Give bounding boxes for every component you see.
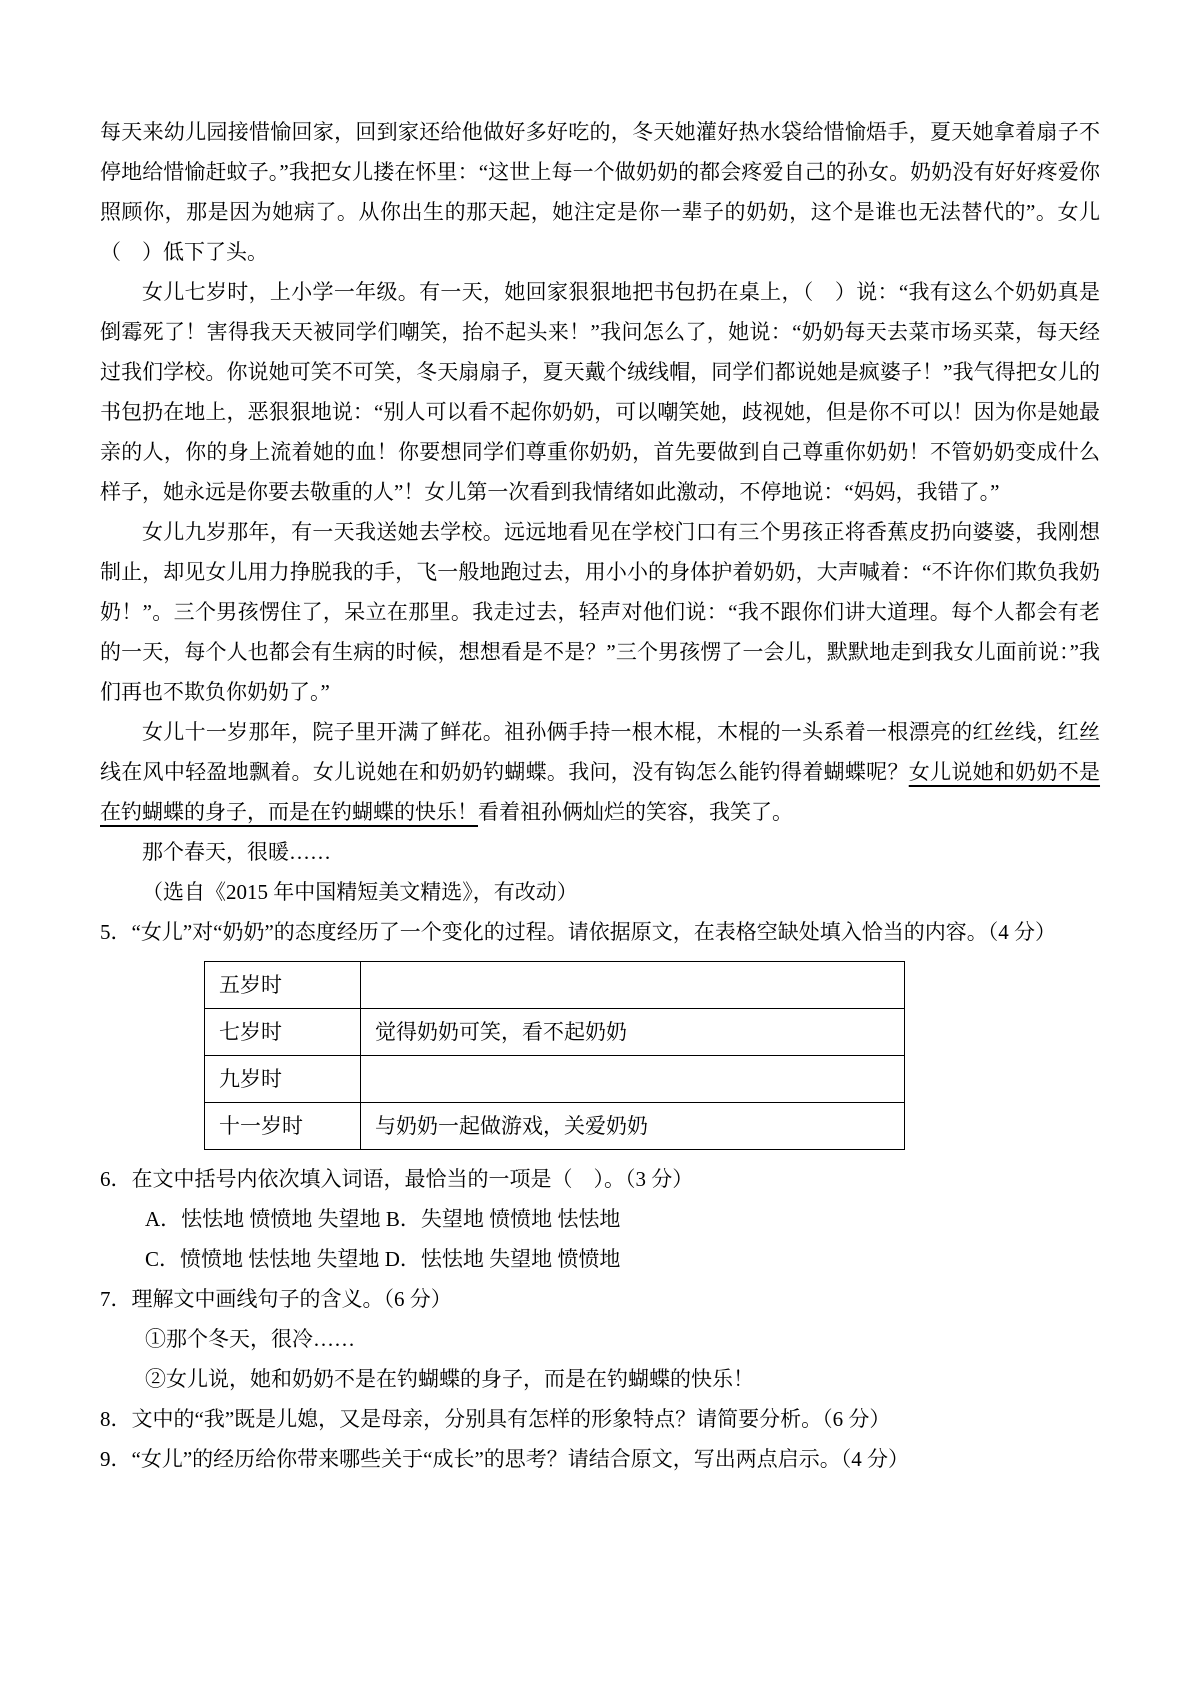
question-7: 7．理解文中画线句子的含义。（6 分）	[100, 1287, 452, 1311]
question-8: 8．文中的“我”既是儿媳，又是母亲，分别具有怎样的形象特点？请简要分析。（6 分）	[100, 1407, 891, 1431]
table-row	[205, 1056, 905, 1103]
attitude-table	[204, 961, 905, 1150]
paragraph-4-underlined-sentence: 女儿说她和奶奶不是在钓蝴蝶的身子，而是在钓蝴蝶的快乐！	[100, 760, 1101, 824]
reading-passage	[100, 112, 1100, 912]
table-cell-period: 十一岁时	[205, 1103, 361, 1150]
table-cell-period: 五岁时	[205, 962, 361, 1009]
question-7-item-2: ②女儿说，她和奶奶不是在钓蝴蝶的身子，而是在钓蝴蝶的快乐！	[145, 1367, 754, 1391]
table-row	[205, 1009, 905, 1056]
question-section	[100, 912, 1100, 1479]
passage-paragraph-5: 那个春天，很暖……	[142, 840, 331, 864]
question-5: 5．“女儿”对“奶奶”的态度经历了一个变化的过程。请依据原文，在表格空缺处填入恰当的内容。（4 分）	[100, 920, 1057, 944]
paragraph-4-text-before: 女儿十一岁那年，院子里开满了鲜花。祖孙俩手持一根木棍，木棍的一头系着一根漂亮的红丝线，红丝线在风中轻盈地飘着。女儿说她在和奶奶钓蝴蝶。我问，没有钩怎么能钓得着蝴蝶呢？	[100, 720, 1100, 784]
table-cell-period: 九岁时	[205, 1056, 361, 1103]
question-9: 9．“女儿”的经历给你带来哪些关于“成长”的思考？请结合原文，写出两点启示。（4 分）	[100, 1447, 910, 1471]
question-6-options-ab: A．怯怯地 愤愤地 失望地 B．失望地 愤愤地 怯怯地	[145, 1207, 621, 1231]
table-cell-attitude	[361, 962, 905, 1009]
passage-paragraph-4	[100, 712, 1100, 832]
passage-paragraph-1: 每天来幼儿园接惜愉回家，回到家还给他做好多好吃的，冬天她灌好热水袋给惜愉焐手，夏天她拿着扇子不停地给惜愉赶蚊子。”我把女儿搂在怀里：“这世上每一个做奶奶的都会疼爱自己的孙女。奶奶没有好好疼爱你照顾你，那是因为她病了。从你出生的那天起，她注定是你一辈子的奶奶，这个是谁也无法替代的”。女儿（ ）低下了头。	[100, 120, 1100, 264]
table-row	[205, 1103, 905, 1150]
passage-paragraph-2: 女儿七岁时，上小学一年级。有一天，她回家狠狠地把书包扔在桌上，（ ）说：“我有这么个奶奶真是倒霉死了！害得我天天被同学们嘲笑，抬不起头来！”我问怎么了，她说：“奶奶每天去菜市场买菜，每天经过我们学校。你说她可笑不可笑，冬天扇扇子，夏天戴个绒线帽，同学们都说她是疯婆子！”我气得把女儿的书包扔在地上，恶狠狠地说：“别人可以看不起你奶奶，可以嘲笑她，歧视她，但是你不可以！因为你是她最亲的人，你的身上流着她的血！你要想同学们尊重你奶奶，首先要做到自己尊重你奶奶！不管奶奶变成什么样子，她永远是你要去敬重的人”！女儿第一次看到我情绪如此激动，不停地说：“妈妈，我错了。”	[100, 280, 1100, 504]
table-cell-attitude: 与奶奶一起做游戏，关爱奶奶	[361, 1103, 905, 1150]
question-7-item-1: ①那个冬天，很冷……	[145, 1327, 355, 1351]
table-cell-attitude: 觉得奶奶可笑，看不起奶奶	[361, 1009, 905, 1056]
passage-paragraph-3: 女儿九岁那年，有一天我送她去学校。远远地看见在学校门口有三个男孩正将香蕉皮扔向婆婆，我刚想制止，却见女儿用力挣脱我的手，飞一般地跑过去，用小小的身体护着奶奶，大声喊着：“不许你们欺负我奶奶！”。三个男孩愣住了，呆立在那里。我走过去，轻声对他们说：“我不跟你们讲大道理。每个人都会有老的一天，每个人也都会有生病的时候，想想看是不是？”三个男孩愣了一会儿，默默地走到我女儿面前说：”我们再也不欺负你奶奶了。”	[100, 520, 1100, 704]
question-6: 6．在文中括号内依次填入词语，最恰当的一项是（ ）。（3 分）	[100, 1167, 694, 1191]
passage-source-line: （选自《2015 年中国精短美文精选》，有改动）	[142, 880, 578, 904]
table-cell-period: 七岁时	[205, 1009, 361, 1056]
table-row	[205, 962, 905, 1009]
question-6-options-cd: C．愤愤地 怯怯地 失望地 D．怯怯地 失望地 愤愤地	[145, 1247, 621, 1271]
paragraph-4-text-after: 看着祖孙俩灿烂的笑容，我笑了。	[478, 800, 793, 824]
table-cell-attitude	[361, 1056, 905, 1103]
